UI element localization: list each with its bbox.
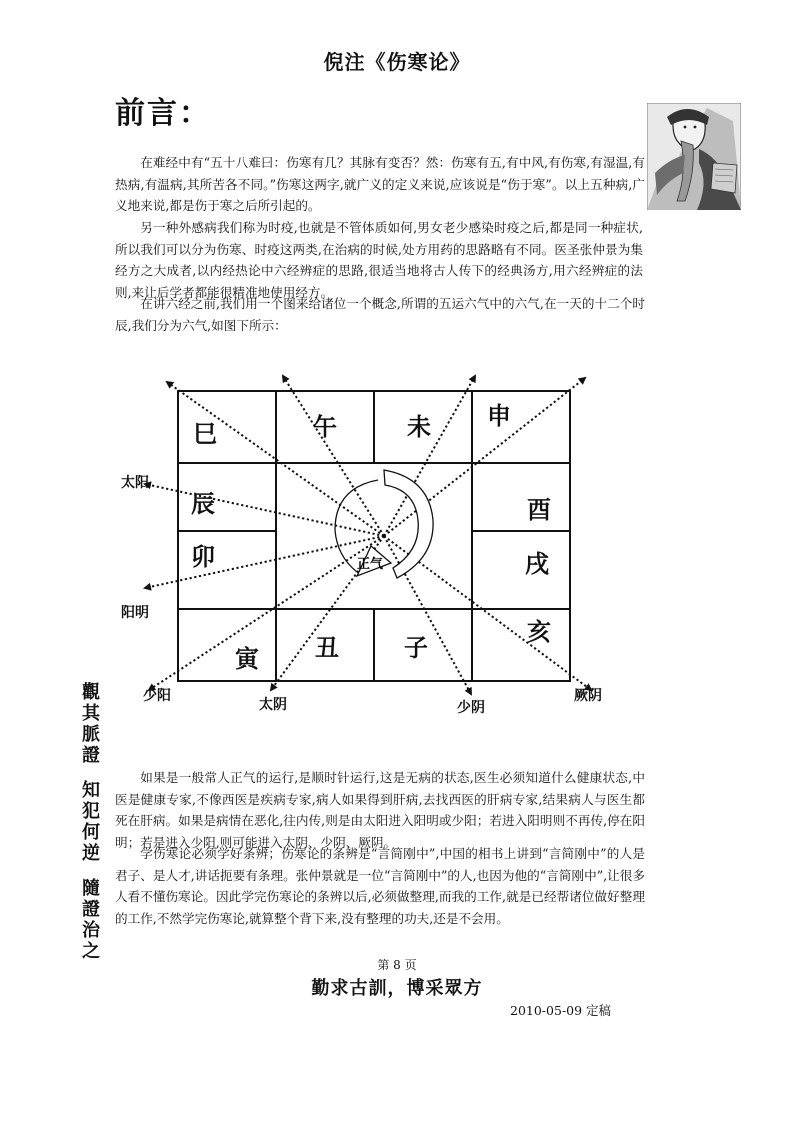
cell-chen: 辰 — [191, 490, 215, 518]
arrow-nnw — [283, 376, 384, 536]
vertical-motto — [76, 682, 106, 962]
cell-si: 巳 — [193, 420, 217, 448]
six-qi-diagram — [105, 360, 625, 745]
cell-xu: 戌 — [525, 550, 549, 578]
preface-heading: 前言： — [115, 96, 211, 131]
cell-shen: 申 — [487, 402, 511, 430]
cell-chou: 丑 — [315, 634, 339, 662]
cell-wu: 午 — [313, 413, 337, 441]
cell-you: 酉 — [527, 496, 551, 524]
vertical-motto-3: 隨 證 治 之 — [82, 878, 100, 962]
arrow-sw — [149, 536, 384, 690]
paragraph-5: 学伤寒论必须学好条辨；伤寒论的条辨是“言简刚中”,中国的相书上讲到“言简刚中”的人是君子、是人才,讲话扼要有条理。张仲景就是一位“言简刚中”的人,也因为他的“言简刚中”,让很多人看不懂伤寒论。因此学完伤寒论的条辨以后,必须做整理,而我的工作,就是已经帮诸位做好整理的工作,不然学完伤寒论,就算整个背下来,没有整理的功夫,还是不会用。 — [115, 846, 645, 926]
channel-jueyin: 厥阴 — [574, 688, 602, 704]
channel-shaoyang: 少阳 — [143, 688, 171, 704]
paragraph-1: 在难经中有“五十八难曰：伤寒有几？其脉有变否？然：伤寒有五,有中风,有伤寒,有湿温,有热病,有温病,其所苦各不同。”伤寒这两字,就广义的定义来说,应该说是“伤于寒”。以上五种病,广义地来说,都是伤于寒之后所引起的。 — [115, 155, 645, 214]
zhengqi-label: 正气 — [357, 557, 384, 572]
cell-zi: 子 — [404, 634, 428, 662]
finalized-date: 2010-05-09 定稿 — [510, 1003, 612, 1018]
arrow-sse — [384, 536, 471, 694]
arrow-wsw — [145, 536, 384, 588]
footer-motto: 勤求古訓，博采眾方 — [311, 978, 483, 999]
zhengqi-rotation-arrow — [335, 470, 433, 578]
channel-shaoyin: 少阴 — [457, 700, 485, 716]
sage-portrait-image — [647, 103, 741, 210]
cell-hai: 亥 — [527, 618, 551, 646]
vertical-motto-gap — [76, 766, 106, 780]
vertical-motto-1: 觀 其 脈 證 — [82, 682, 100, 766]
paragraph-3: 在讲六经之前,我们用一个图来给诸位一个概念,所谓的五运六气中的六气,在一天的十二个时辰,我们分为六气,如图下所示： — [115, 296, 645, 333]
vertical-motto-gap — [76, 864, 106, 878]
cell-mao: 卯 — [191, 543, 215, 571]
channel-taiyang: 太阳 — [121, 475, 149, 491]
cell-wei: 未 — [407, 413, 431, 441]
vertical-motto-2: 知 犯 何 逆 — [82, 780, 100, 864]
document-title: 倪注《伤寒论》 — [323, 50, 471, 74]
channel-yangming: 阳明 — [121, 605, 149, 621]
cell-yin: 寅 — [235, 645, 259, 673]
arrow-ne — [384, 378, 585, 536]
page-number: 第 8 页 — [377, 958, 417, 972]
channel-taiyin: 太阴 — [259, 697, 287, 713]
paragraph-2: 另一种外感病我们称为时疫,也就是不管体质如何,男女老少感染时疫之后,都是同一种症状,所以我们可以分为伤寒、时疫这两类,在治病的时候,处方用药的思路略有不同。医圣张仲景为集经方之大成者,以内经热论中六经辨症的思路,很适当地将古人传下的经典汤方,用六经辨症的法则,来让后学者都能很精准地使用经方。 — [115, 220, 643, 300]
paragraph-4: 如果是一般常人正气的运行,是顺时针运行,这是无病的状态,医生必须知道什么健康状态,中医是健康专家,不像西医是疾病专家,病人如果得到肝病,去找西医的肝病专家,结果病人与医生都死在肝病。如果是病情在恶化,往内传,则是由太阳进入阳明或少阳；若进入阳明则不再传,停在阳明；若是进入少阳,则可能进入太阴、少阴、厥阴。 — [115, 770, 645, 850]
twelve-branch-grid — [178, 391, 570, 681]
